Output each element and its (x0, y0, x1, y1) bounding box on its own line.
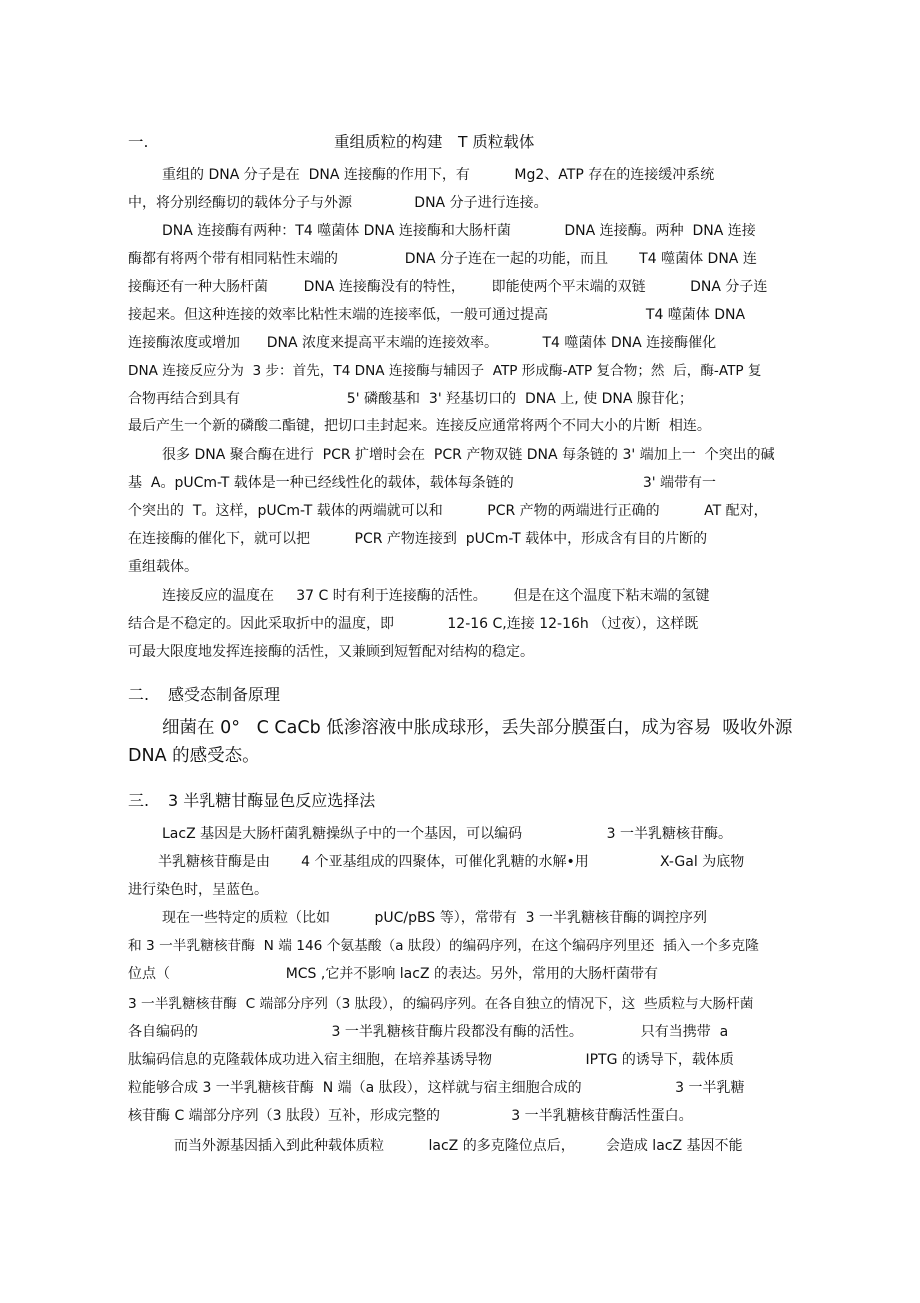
s1-line-4: 酶都有将两个带有相同粘性末端的 DNA 分子连在一起的功能，而且 T4 噬菌体 DNA 连 (128, 251, 757, 267)
s3-line-10: 粒能够合成 3 一半乳糖核苷酶 N 端（a 肽段），这样就与宿主细胞合成的 3 一半乳糖 (128, 1080, 745, 1096)
s3-line-9: 肽编码信息的克隆载体成功进入宿主细胞，在培养基诱导物 IPTG 的诱导下，载体质 (128, 1052, 734, 1068)
section-2-title: 感受态制备原理 (168, 685, 281, 704)
s1-line-15: 重组载体。 (128, 559, 198, 575)
s1-line-18: 可最大限度地发挥连接酶的活性，又兼顾到短暂配对结构的稳定。 (128, 644, 534, 660)
s1-line-6: 接起来。但这种连接的效率比粘性末端的连接率低，一般可通过提高 T4 噬菌体 DNA (128, 307, 746, 323)
s3-line-3: 进行染色时，呈蓝色。 (128, 882, 268, 898)
s3-line-11: 核苷酶 C 端部分序列（3 肽段）互补，形成完整的 3 一半乳糖核苷酶活性蛋白。 (128, 1108, 693, 1124)
section-1-title: 重组质粒的构建 T 质粒载体 (334, 133, 535, 151)
s1-line-17: 结合是不稳定的。因此采取折中的温度，即 12-16 C,连接 12-16h （过夜），这样既 (128, 616, 699, 632)
s1-line-5: 接酶还有一种大肠杆菌 DNA 连接酶没有的特性， 即能使两个平末端的双链 DNA 分子连 (128, 279, 768, 295)
s1-line-12: 基 A。pUCm-T 载体是一种已经线性化的载体，载体每条链的 3' 端带有一 (128, 475, 717, 491)
s1-line-16: 连接反应的温度在 37 C 时有利于连接酶的活性。 但是在这个温度下粘末端的氢键 (162, 588, 710, 604)
s1-line-2: 中，将分别经酶切的载体分子与外源 DNA 分子进行连接。 (128, 195, 548, 211)
s1-line-8: DNA 连接反应分为 3 步：首先，T4 DNA 连接酶与辅因子 ATP 形成酶-ATP 复合物；然 后，酶-ATP 复 (128, 363, 762, 379)
s1-line-3: DNA 连接酶有两种：T4 噬菌体 DNA 连接酶和大肠杆菌 DNA 连接酶。两种 DNA 连接 (162, 223, 756, 239)
s3-line-4: 现在一些特定的质粒（比如 pUC/pBS 等），常带有 3 一半乳糖核苷酶的调控序列 (162, 910, 707, 926)
s3-line-12: 而当外源基因插入到此种载体质粒 lacZ 的多克隆位点后， 会造成 lacZ 基因不能 (174, 1138, 743, 1154)
section-2-number: 二. (128, 685, 150, 704)
s1-line-7: 连接酶浓度或增加 DNA 浓度来提高平末端的连接效率。 T4 噬菌体 DNA 连接酶催化 (128, 335, 717, 351)
s1-line-10: 最后产生一个新的磷酸二酯键，把切口圭封起来。连接反应通常将两个不同大小的片断 相连。 (128, 418, 711, 434)
s1-line-1: 重组的 DNA 分子是在 DNA 连接酶的作用下，有 Mg2、ATP 存在的连接缓冲系统 (162, 167, 715, 183)
s1-line-13: 个突出的 T。这样，pUCm-T 载体的两端就可以和 PCR 产物的两端进行正确的 AT 配对， (128, 503, 768, 519)
s3-line-8: 各自编码的 3 一半乳糖核苷酶片段都没有酶的活性。 只有当携带 a (128, 1024, 729, 1040)
s3-line-7: 3 一半乳糖核苷酶 C 端部分序列（3 肽段），的编码序列。在各自独立的情况下，这 些质粒与大肠杆菌 (128, 996, 754, 1012)
section-3-number: 三. (128, 791, 150, 810)
s3-line-5: 和 3 一半乳糖核苷酶 N 端 146 个氨基酸（a 肽段）的编码序列，在这个编码序列里还 插入一个多克隆 (128, 938, 759, 954)
section-3-title: 3 半乳糖甘酶显色反应选择法 (168, 791, 376, 810)
s3-line-6: 位点（ MCS ,它并不影响 lacZ 的表达。另外，常用的大肠杆菌带有 (128, 966, 659, 982)
s1-line-14: 在连接酶的催化下，就可以把 PCR 产物连接到 pUCm-T 载体中，形成含有目的片断的 (128, 531, 708, 547)
s3-line-1: LacZ 基因是大肠杆菌乳糖操纵子中的一个基因，可以编码 3 一半乳糖核苷酶。 (162, 826, 733, 842)
s3-line-2: 半乳糖核苷酶是由 4 个亚基组成的四聚体，可催化乳糖的水解•用 X-Gal 为底物 (158, 854, 745, 870)
s2-line-2: DNA 的感受态。 (128, 746, 260, 766)
s2-line-1: 细菌在 0° C CaCb 低渗溶液中胀成球形，丢失部分膜蛋白，成为容易 吸收外源 (162, 718, 793, 738)
s1-line-11: 很多 DNA 聚合酶在进行 PCR 扩增时会在 PCR 产物双链 DNA 每条链的 3' 端加上一 个突出的碱 (162, 447, 775, 463)
s1-line-9: 合物再结合到具有 5' 磷酸基和 3' 羟基切口的 DNA 上, 使 DNA 腺苷化； (128, 391, 693, 407)
section-1-number: 一. (128, 133, 149, 151)
